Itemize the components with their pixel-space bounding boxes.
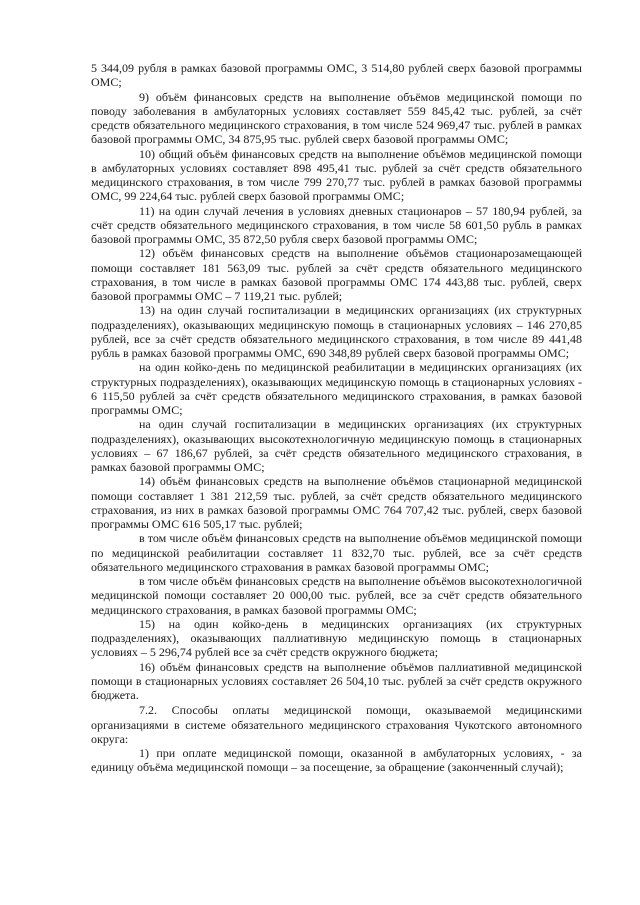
paragraph-item-12: 12) объём финансовых средств на выполнение объёмов стационарозамещающей помощи составляет 181 563,09 тыс. рублей за счёт средств обязательного медицинского страхования, в том числе в рамках базовой программы ОМС 174 443,88 тыс. рублей, сверх базовой программы ОМС – 7 119,21 тыс. рублей; xyxy=(91,246,582,303)
paragraph-item-13: 13) на один случай госпитализации в медицинских организациях (их структурных подразделениях), оказывающих медицинскую помощь в стационарных условиях – 146 270,85 рублей, все за счёт средств обязательного медицинского страхования, в том числе 89 441,48 рубль в рамках базовой программы ОМС, 690 348,89 рублей сверх базовой программы ОМС; xyxy=(91,303,582,360)
paragraph-payment-item-1: 1) при оплате медицинской помощи, оказанной в амбулаторных условиях, - за единицу объёма медицинской помощи – за посещение, за обращение (законченный случай); xyxy=(91,746,582,775)
paragraph-item-14: 14) объём финансовых средств на выполнение объёмов стационарной медицинской помощи составляет 1 381 212,59 тыс. рублей, за счёт средств обязательного медицинского страхования, из них в рамках базовой программы ОМС 764 707,42 тыс. рублей, сверх базовой программы ОМС 616 505,17 тыс. рублей; xyxy=(91,474,582,531)
paragraph-hitech-volume: в том числе объём финансовых средств на выполнение объёмов высокотехнологичной медицинской помощи составляет 20 000,00 тыс. рублей, все за счёт средств обязательного медицинского страхования, в рамках базовой программы ОМС; xyxy=(91,574,582,617)
paragraph-rehab-bed-day: на один койко-день по медицинской реабилитации в медицинских организациях (их структурных подразделениях), оказывающих медицинскую помощь в стационарных условиях - 6 115,50 рублей за счёт средств обязательного медицинского страхования, в рамках базовой программы ОМС; xyxy=(91,360,582,417)
paragraph-hitech-hospitalization: на один случай госпитализации в медицинских организациях (их структурных подразделениях), оказывающих высокотехнологичную медицинскую помощь в стационарных условиях – 67 186,67 рублей, за счёт средств обязательного медицинского страхования, в рамках базовой программы ОМС; xyxy=(91,417,582,474)
paragraph-item-10: 10) общий объём финансовых средств на выполнение объёмов медицинской помощи в амбулаторных условиях составляет 898 495,41 тыс. рублей за счёт средств обязательного медицинского страхования, в том числе 799 270,77 тыс. рублей в рамках базовой программы ОМС, 99 224,64 тыс. рублей сверх базовой программы ОМС; xyxy=(91,146,582,204)
paragraph-continuation: 5 344,09 рубля в рамках базовой программы ОМС, 3 514,80 рублей сверх базовой программы ОМС; xyxy=(91,61,582,90)
paragraph-item-16: 16) объём финансовых средств на выполнение объёмов паллиативной медицинской помощи в стационарных условиях составляет 26 504,10 тыс. рублей за счёт средств окружного бюджета. xyxy=(91,659,582,702)
paragraph-rehab-volume: в том числе объём финансовых средств на выполнение объёмов медицинской помощи по медицинской реабилитации составляет 11 832,70 тыс. рублей, все за счёт средств обязательного медицинского страхования в рамках базовой программы ОМС; xyxy=(91,531,582,574)
paragraph-item-9: 9) объём финансовых средств на выполнение объёмов медицинской помощи по поводу заболевания в амбулаторных условиях составляет 559 845,42 тыс. рублей, за счёт средств обязательного медицинского страхования, в том числе 524 969,47 тыс. рублей в рамках базовой программы ОМС, 34 875,95 тыс. рублей сверх базовой программы ОМС; xyxy=(91,89,582,147)
section-heading-7-2: 7.2. Способы оплаты медицинской помощи, оказываемой медицинскими организациями в системе обязательного медицинского страхования Чукотского автономного округа: xyxy=(91,703,582,746)
paragraph-item-11: 11) на один случай лечения в условиях дневных стационаров – 57 180,94 рублей, за счёт средств обязательного медицинского страхования, в том числе 58 601,50 рубль в рамках базовой программы ОМС, 35 872,50 рубля сверх базовой программы ОМС; xyxy=(91,203,582,246)
paragraph-item-15: 15) на один койко-день в медицинских организациях (их структурных подразделениях), оказывающих паллиативную медицинскую помощь в стационарных условиях – 5 296,74 рублей все за счёт средств окружного бюджета; xyxy=(91,616,582,660)
